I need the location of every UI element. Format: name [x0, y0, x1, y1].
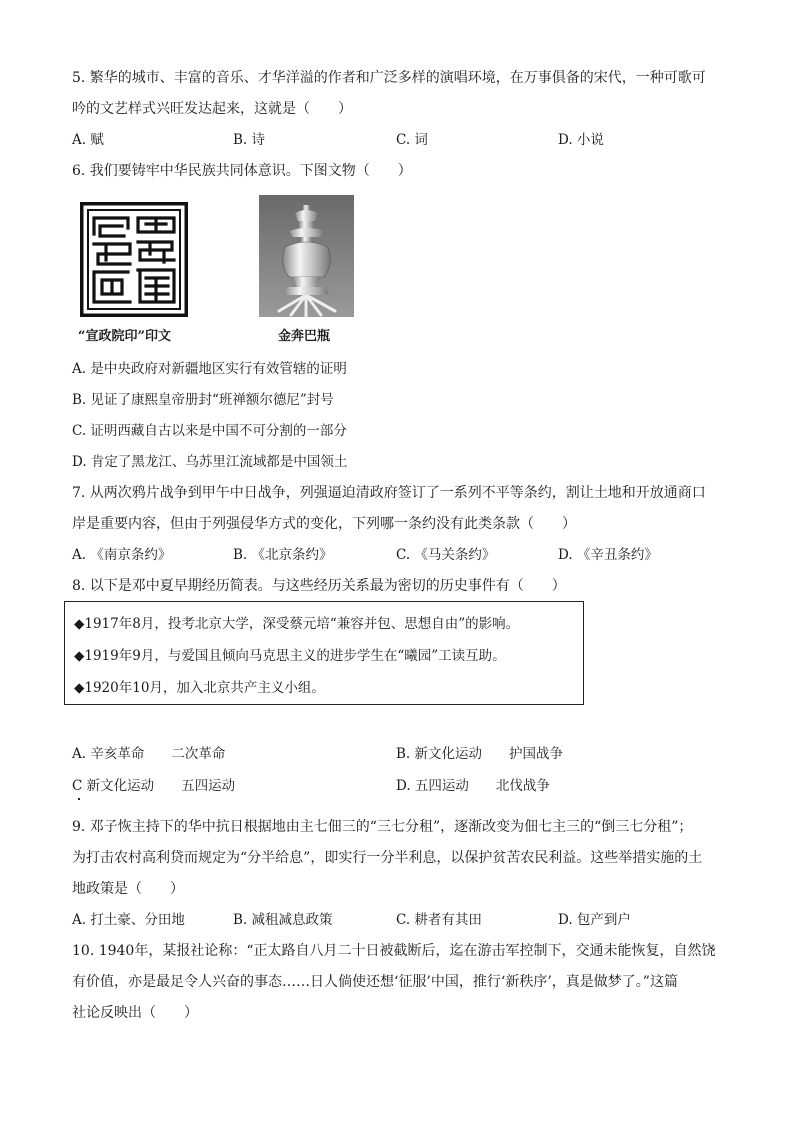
- q5-option-d[interactable]: D. 小说: [558, 132, 604, 148]
- q5-stem-line2: 吟的文艺样式兴旺发达起来，这就是（ ）: [72, 101, 352, 117]
- q5-option-b[interactable]: B. 诗: [233, 132, 266, 148]
- seal-image: [80, 202, 188, 317]
- q6-stem: 6. 我们要铸牢中华民族共同体意识。下图文物（ ）: [72, 163, 412, 179]
- q9-option-a[interactable]: A. 打土豪、分田地: [72, 912, 185, 928]
- q8-box-item-1: ◆1917年8月，投考北京大学，深受蔡元培“兼容并包、思想自由”的影响。: [74, 616, 520, 632]
- q7-option-d[interactable]: D. 《辛丑条约》: [558, 547, 658, 563]
- vase-caption: 金奔巴瓶: [278, 329, 331, 344]
- q6-option-c[interactable]: C. 证明西藏自古以来是中国不可分割的一部分: [72, 423, 347, 439]
- q10-stem-line2: 有价值，亦是最足令人兴奋的事态……日人倘使还想‘征服’中国，推行‘新秩序’，真是做梦了。”这篇: [72, 974, 678, 990]
- q9-option-c[interactable]: C. 耕者有其田: [396, 912, 482, 928]
- q5-stem-line1: 5. 繁华的城市、丰富的音乐、才华洋溢的作者和广泛多样的演唱环境，在万事俱备的宋代，一种可歌可: [72, 70, 706, 86]
- q5-option-c[interactable]: C. 词: [396, 132, 428, 148]
- seal-icon: [80, 202, 188, 317]
- q9-stem-line2: 为打击农村高利贷而规定为“分半给息”，即实行一分半利息，以保护贫苦农民利益。这些举措实施的土: [72, 850, 703, 866]
- q9-stem-line1: 9. 邓子恢主持下的华中抗日根据地由主七佃三的“三七分租”，逐渐改变为佃七主三的“倒三七分租”；: [72, 819, 693, 835]
- q7-option-b[interactable]: B. 《北京条约》: [233, 547, 333, 563]
- q8-info-box: [64, 601, 584, 705]
- q9-option-d[interactable]: D. 包产到户: [558, 912, 631, 928]
- seal-caption: “宣政院印”印文: [78, 329, 171, 344]
- q8-option-b[interactable]: B. 新文化运动 护国战争: [396, 746, 564, 762]
- q10-stem-line1: 10. 1940年，某报社论称：“正太路自八月二十日被截断后，迄在游击军控制下，交通未能恢复，自然饶: [72, 943, 716, 959]
- q7-option-c[interactable]: C. 《马关条约》: [396, 547, 496, 563]
- q6-option-a[interactable]: A. 是中央政府对新疆地区实行有效管辖的证明: [72, 361, 347, 377]
- q10-stem-line3: 社论反映出（ ）: [72, 1005, 198, 1021]
- q8-option-a[interactable]: A. 辛亥革命 二次革命: [72, 746, 226, 762]
- q9-stem-line3: 地政策是（ ）: [72, 881, 184, 897]
- q7-option-a[interactable]: A. 《南京条约》: [72, 547, 172, 563]
- q8-box-item-3: ◆1920年10月，加入北京共产主义小组。: [74, 680, 325, 696]
- q8-stem: 8. 以下是邓中夏早期经历简表。与这些经历关系最为密切的历史事件有（ ）: [72, 578, 566, 594]
- q9-option-b[interactable]: B. 减租减息政策: [233, 912, 333, 928]
- vase-image: [259, 195, 354, 317]
- q6-option-b[interactable]: B. 见证了康熙皇帝册封“班禅额尔德尼”封号: [72, 392, 334, 408]
- q8-box-item-2: ◆1919年9月，与爱国且倾向马克思主义的进步学生在“曦园”工读互助。: [74, 648, 506, 664]
- q6-option-d[interactable]: D. 肯定了黑龙江、乌苏里江流域都是中国领土: [72, 454, 348, 470]
- golden-vase-icon: [259, 195, 354, 317]
- q7-stem-line2: 岸是重要内容，但由于列强侵华方式的变化，下列哪一条约没有此类条款（ ）: [72, 516, 576, 532]
- stray-dot: [78, 798, 80, 800]
- q7-stem-line1: 7. 从两次鸦片战争到甲午中日战争，列强逼迫清政府签订了一系列不平等条约，割让土地和开放通商口: [72, 485, 706, 501]
- q8-option-c[interactable]: C 新文化运动 五四运动: [72, 778, 236, 794]
- q8-option-d[interactable]: D. 五四运动 北伐战争: [396, 778, 550, 794]
- q5-option-a[interactable]: A. 赋: [72, 132, 104, 148]
